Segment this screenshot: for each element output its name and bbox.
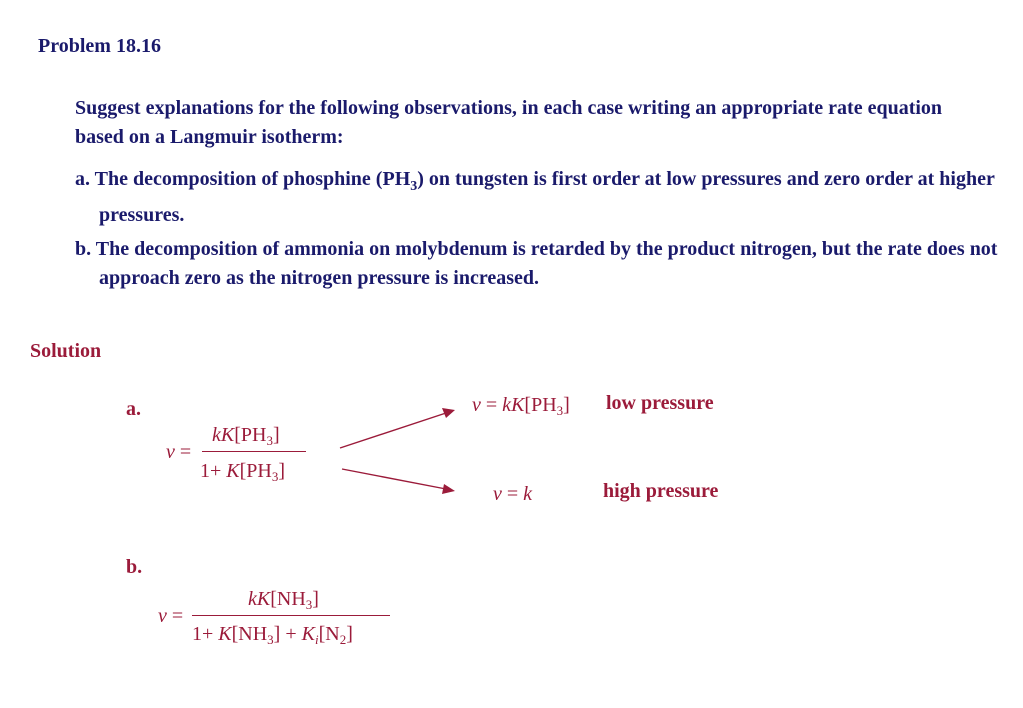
- high-pressure-label: high pressure: [603, 480, 719, 502]
- part-a-label: a.: [126, 398, 141, 420]
- high-pressure-equation: v = k: [493, 483, 533, 505]
- equation-a-numerator: $kK[PH_3]$: [212, 424, 280, 448]
- low-pressure-label: low pressure: [606, 392, 714, 414]
- problem-title: Problem 18.16: [38, 35, 161, 57]
- part-b-label: b.: [126, 556, 143, 578]
- arrow-to-low-pressure: [340, 408, 455, 448]
- item-a-text-end: ) on tungsten is first order at low pressures and zero order at higher pressures.: [99, 168, 995, 226]
- low-pressure-equation: $v = kK[PH_3]$: [472, 394, 570, 418]
- solution-heading: Solution: [30, 340, 102, 362]
- equation-a-denominator: $1+ K[PH_3]$: [200, 460, 286, 484]
- arrow-to-high-pressure: [342, 469, 455, 494]
- equation-b-denominator: $1+ K[NH_3] + K_i[N_2]$: [192, 623, 353, 647]
- equation-b-fraction-bar: [192, 615, 390, 616]
- problem-item-b: b. The decomposition of ammonia on molybdenum is retarded by the product nitrogen, but the rate does not approach zero as the nitrogen pressure is increased.: [75, 238, 998, 289]
- problem-intro: Suggest explanations for the following observations, in each case writing an appropriate rate equation based on a Langmuir isotherm:: [75, 97, 943, 148]
- equation-b-numerator: $kK[NH_3]$: [248, 588, 319, 612]
- equation-a-lhs: v =: [166, 441, 192, 463]
- equation-b-lhs: v =: [158, 605, 184, 627]
- item-a-text-start: a. The decomposition of phosphine (PH: [75, 168, 411, 190]
- item-a-subscript: 3: [410, 179, 418, 194]
